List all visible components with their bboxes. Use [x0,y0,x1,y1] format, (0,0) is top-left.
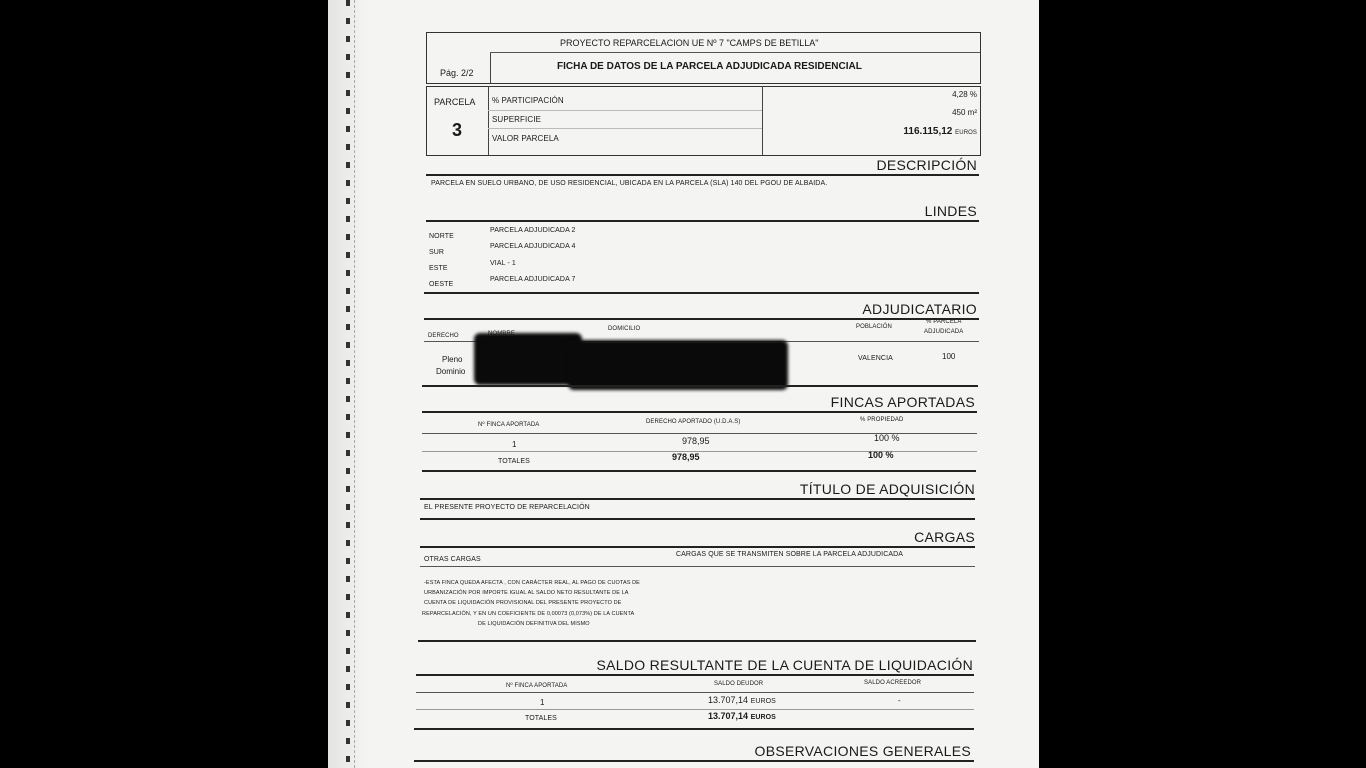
fincas-heading: FINCAS APORTADAS [830,394,975,410]
cargas-col-otras: OTRAS CARGAS [424,556,481,563]
fincas-rule [422,411,977,413]
cargas-header-rule [420,566,975,567]
lindes-val-norte: PARCELA ADJUDICADA 2 [490,227,576,234]
fincas-col-prop: % PROPIEDAD [860,417,904,423]
titulo-text: EL PRESENTE PROYECTO DE REPARCELACIÓN [424,504,590,511]
parcela-divider-1 [488,86,489,155]
parcela-rule-2 [488,128,762,129]
parcela-rule-1 [488,110,762,111]
saldo-tot-deudor [708,711,776,721]
cargas-line-1: -ESTA FINCA QUEDA AFECTA , CON CARÁCTER REAL, AL PAGO DE CUOTAS DE [424,580,640,586]
superficie-label: SUPERFICIE [492,115,542,124]
header-rule [490,52,980,53]
valor-label: VALOR PARCELA [492,134,559,143]
fincas-tot-derecho: 978,95 [672,452,700,462]
saldo-heading: SALDO RESULTANTE DE LA CUENTA DE LIQUIDACIÓN [596,657,973,673]
saldo-row-deudor-amount: 13.707,14 [708,695,749,705]
lindes-dir-oeste: OESTE [429,281,454,288]
document-title: FICHA DE DATOS DE LA PARCELA ADJUDICADA RESIDENCIAL [557,61,862,72]
parcela-number: 3 [452,120,463,140]
parcela-divider-2 [762,86,763,155]
saldo-col-deudor: SALDO DEUDOR [714,681,764,687]
saldo-tot-deudor-unit: EUROS [750,714,776,721]
project-title: PROYECTO REPARCELACION UE Nº 7 "CAMPS DE BETILLA" [560,38,819,48]
titulo-rule [420,498,975,500]
lindes-rule [426,220,979,222]
fincas-tot-prop: 100 % [868,450,894,460]
lindes-dir-este: ESTE [429,265,448,272]
valor-value [903,126,977,137]
adj-poblacion: VALENCIA [858,355,893,362]
adjudicatario-bottom-rule [422,385,978,387]
saldo-totales-label: TOTALES [525,715,557,722]
lindes-val-sur: PARCELA ADJUDICADA 4 [490,243,576,250]
saldo-row-deudor-unit: EUROS [750,698,776,705]
lindes-dir-norte: NORTE [429,233,454,240]
lindes-dir-sur: SUR [429,249,445,256]
fincas-col-finca: Nº FINCA APORTADA [478,422,540,428]
saldo-row-acreedor: - [898,696,901,705]
cargas-line-3: CUENTA DE LIQUIDACIÓN PROVISIONAL DEL PRESENTE PROYECTO DE [424,600,622,606]
fincas-totales-label: TOTALES [498,458,530,465]
adj-col-poblacion: POBLACIÓN [856,324,892,330]
saldo-col-acreedor: SALDO ACREEDOR [864,680,922,686]
perforated-edge [346,0,350,768]
fincas-row-derecho: 978,95 [682,436,710,446]
redacted-address-block [568,340,788,390]
descripcion-text: PARCELA EN SUELO URBANO, DE USO RESIDENCIAL, UBICADA EN LA PARCELA (SLA) 140 DEL PGOU DE ALBAIDA. [431,180,828,187]
fincas-bottom-rule [422,470,976,472]
adj-col-derecho: DERECHO [428,333,459,339]
header-divider [490,52,491,83]
saldo-rule [416,674,974,676]
valor-amount: 116.115,12 [903,126,953,137]
cargas-line-4: REPARCELACIÓN, Y EN UN COEFICIENTE DE 0,00073 (0,073%) DE LA CUENTA [422,611,635,617]
redacted-name-block [474,333,582,385]
page-number: Pág. 2/2 [440,68,474,78]
participacion-value: 4,28 % [952,90,977,99]
lindes-heading: LINDES [924,203,977,219]
cargas-rule [420,546,975,548]
saldo-header-rule [416,692,974,693]
saldo-row-rule [416,709,974,710]
cargas-line-5: DE LIQUIDACIÓN DEFINITIVA DEL MISMO [478,621,590,627]
descripcion-rule [426,174,979,176]
adj-derecho-1: Pleno [442,355,463,364]
fincas-col-derecho: DERECHO APORTADO (U.D.A.S) [646,419,741,425]
scanned-document-page [328,0,1039,768]
valor-unit: EUROS [955,130,977,136]
adj-col-pct-2: ADJUDICADA [924,329,964,335]
cargas-bottom-rule [418,640,976,642]
descripcion-heading: DESCRIPCIÓN [876,157,977,173]
fincas-row-finca: 1 [512,440,517,449]
lindes-val-oeste: PARCELA ADJUDICADA 7 [490,276,576,283]
observaciones-heading: OBSERVACIONES GENERALES [754,743,971,759]
titulo-bottom-rule [420,518,975,520]
observaciones-rule [414,760,974,762]
titulo-heading: TÍTULO DE ADQUISICIÓN [799,481,975,497]
saldo-bottom-rule [414,728,974,730]
adj-col-domicilio: DOMICILIO [608,326,641,332]
cargas-heading: CARGAS [914,529,975,545]
adj-pct: 100 [942,352,956,361]
saldo-row-deudor [708,695,776,705]
adjudicatario-rule [424,318,979,320]
adj-col-pct-1: % PARCELA [926,319,962,325]
lindes-bottom-rule [424,292,979,294]
adjudicatario-heading: ADJUDICATARIO [862,301,977,317]
parcela-label: PARCELA [434,97,476,107]
superficie-value: 450 m² [952,108,977,117]
fold-line [354,0,355,768]
fincas-row-prop: 100 % [874,433,900,443]
saldo-col-finca: Nº FINCA APORTADA [506,683,568,689]
adj-derecho-2: Dominio [436,367,466,376]
saldo-row-finca: 1 [540,698,545,707]
cargas-line-2: URBANIZACIÓN POR IMPORTE IGUAL AL SALDO NETO RESULTANTE DE LA [424,590,629,596]
lindes-val-este: VIAL - 1 [490,260,516,267]
participacion-label: % PARTICIPACIÓN [492,96,564,105]
cargas-col-trans: CARGAS QUE SE TRANSMITEN SOBRE LA PARCELA ADJUDICADA [676,551,904,558]
saldo-tot-deudor-amount: 13.707,14 [708,711,749,721]
